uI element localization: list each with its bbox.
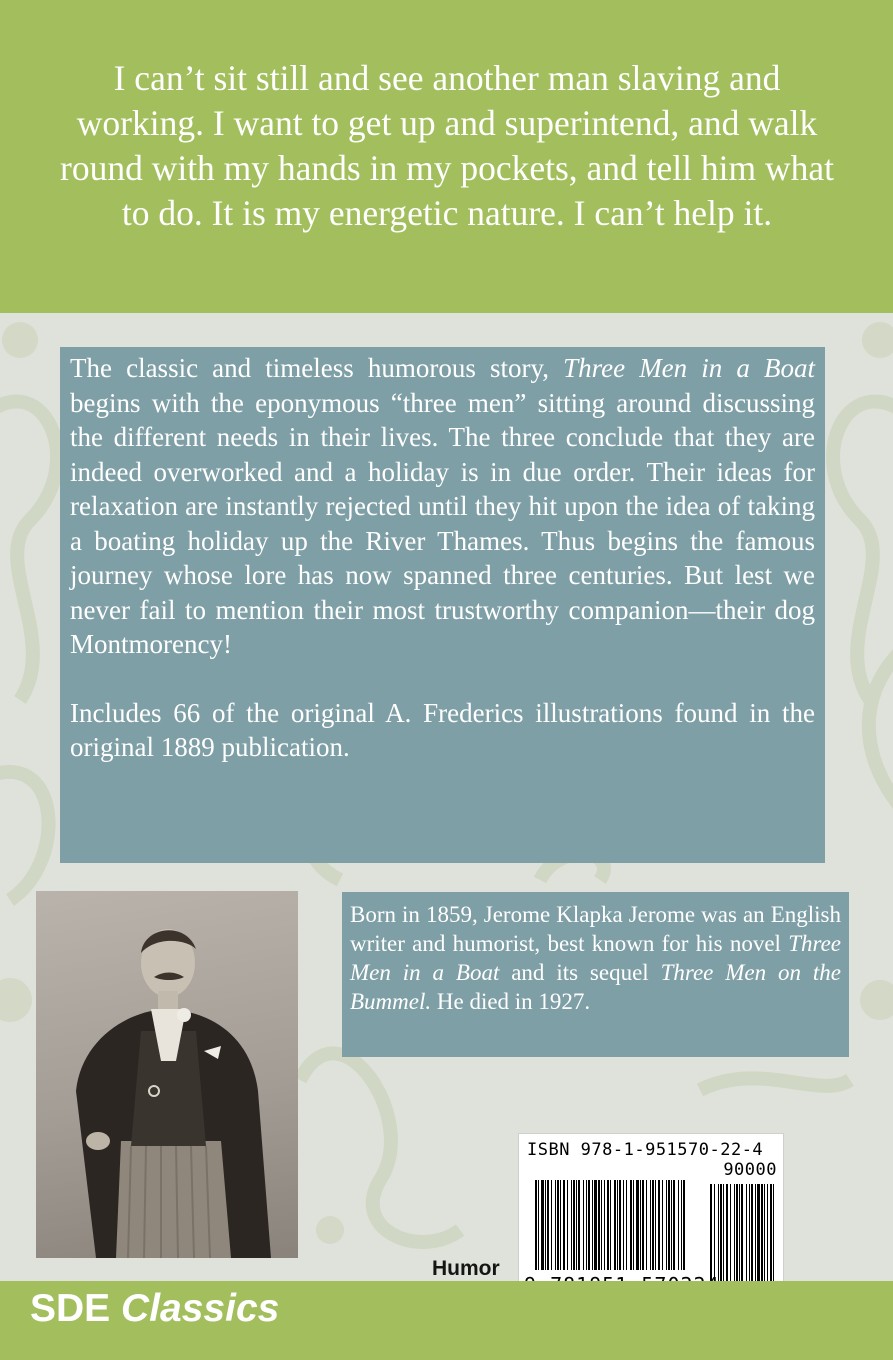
price-addon: 90000 (723, 1160, 777, 1180)
bio-title-2: Three Men on the Bummel. (350, 960, 841, 1014)
blurb-box (60, 347, 825, 863)
blurb-text-rest: begins with the eponymous “three men” sitting around discussing the different needs in their lives. The three conclude that they are indeed overworked and a holiday is in due order. Their ideas for relaxation are instantly rejected until they hit upon the idea of taking a boating holiday up the River Thames. Thus begins the famous journey whose lore has now spanned three centuries. But lest we never fail to mention their most trustworthy companion—their dog Montmorency! (70, 387, 815, 659)
blurb-text-start: The classic and timeless humorous story, (70, 353, 564, 383)
bio-title-1: Three Men in a Boat (350, 931, 841, 985)
bio-text-start: Born in 1859, Jerome Klapka Jerome was an English writer and humorist, best known for his novel (350, 902, 841, 956)
bio-text-middle: and its sequel (499, 960, 661, 985)
pull-quote: I can’t sit still and see another man slaving and working. I want to get up and superintend, and walk round with my hands in my pockets, and tell him what to do. It is my energetic nature. I can’t help it. (60, 58, 834, 233)
publisher-name: SDE (30, 1287, 111, 1330)
author-photo (36, 891, 298, 1258)
author-bio-box (342, 892, 849, 1057)
publisher-series: Classics (121, 1287, 280, 1330)
author-bio (350, 900, 841, 1016)
isbn-label: ISBN 978-1-951570-22-4 (527, 1140, 764, 1160)
blurb-paragraph-1 (70, 351, 815, 662)
book-title: Three Men in a Boat (563, 353, 815, 383)
bio-text-end: He died in 1927. (431, 989, 591, 1014)
genre-label: Humor (432, 1257, 500, 1280)
blurb-paragraph-2: Includes 66 of the original A. Frederics illustrations found in the original 1889 publication. (70, 697, 815, 762)
isbn-barcode (518, 1133, 784, 1301)
author-portrait-image (36, 891, 298, 1258)
publisher-logo (30, 1287, 279, 1331)
